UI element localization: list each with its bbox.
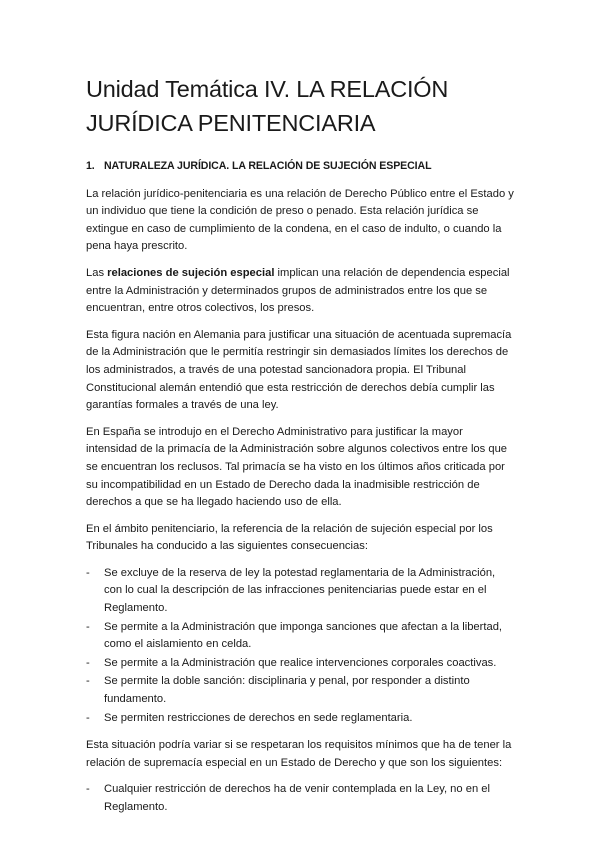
- requirements-list: [86, 781, 516, 816]
- paragraph-definition: La relación jurídico-penitenciaria es una relación de Derecho Público entre el Estado y un individuo que tiene la condición de preso o penado. Esta relación jurídica se extingue en caso de cumplimiento de la condena, en el caso de indulto, o cuando la pena haya prescrito.: [86, 187, 514, 253]
- list-item: - Se excluye de la reserva de ley la potestad reglamentaria de la Administración, con lo cual la descripción de las infracciones penitenciarias puede estar en el Reglamento.: [86, 565, 516, 618]
- title-line-2: JURÍDICA PENITENCIARIA: [86, 110, 376, 136]
- paragraph-spain: En España se introdujo en el Derecho Administrativo para justificar la mayor intensidad de la primacía de la Administración sobre algunos colectivos entre los que se encuentran los reclusos. Tal primacía se ha visto en los últimos años criticada por su incompatibilidad en un Estado de Derecho dada la inadmisible restricción de derechos a que se ha llegado haciendo uso de ella.: [86, 425, 508, 509]
- section-title: NATURALEZA JURÍDICA. LA RELACIÓN DE SUJECIÓN ESPECIAL: [104, 160, 432, 172]
- paragraph-penitentiary-scope: En el ámbito penitenciario, la referencia de la relación de sujeción especial por los Tribunales ha conducido a las siguientes consecuencias:: [86, 522, 493, 553]
- section-heading: [86, 158, 516, 176]
- document-title: [86, 72, 526, 140]
- p2-bold-term: relaciones de sujeción especial: [107, 266, 275, 279]
- list-item: - Se permiten restricciones de derechos en sede reglamentaria.: [86, 710, 516, 728]
- paragraph-germany-origin: Esta figura nación en Alemania para justificar una situación de acentuada supremacía de la Administración que le permitía restringir sin demasiados límites los derechos de los administrados, a través de una potestad sancionadora propia. El Tribunal Constitucional alemán entendió que esta restricción de derechos debía cumplir las garantías formales a través de una ley.: [86, 328, 512, 412]
- document-body: [86, 158, 516, 827]
- title-line-1: Unidad Temática IV. LA RELACIÓN: [86, 76, 449, 102]
- paragraph-special-subjection: [86, 265, 516, 318]
- list-item: - Se permite a la Administración que realice intervenciones corporales coactivas.: [86, 655, 516, 673]
- p2-rest: implican una relación de dependencia especial entre la Administración y determinados grupos de administrados entre los que se encuentran, entre otros colectivos, los presos.: [86, 266, 510, 315]
- list-item: - Se permite a la Administración que imponga sanciones que afectan a la libertad, como el aislamiento en celda.: [86, 619, 516, 654]
- list-item: - Cualquier restricción de derechos ha de venir contemplada en la Ley, no en el Reglamento.: [86, 781, 516, 816]
- consequences-list: [86, 565, 516, 727]
- p2-lead: Las: [86, 266, 108, 279]
- list-item: - Se permite la doble sanción: disciplinaria y penal, por responder a distinto fundamento.: [86, 673, 516, 708]
- paragraph-requirements-intro: Esta situación podría variar si se respetaran los requisitos mínimos que ha de tener la relación de supremacía especial en un Estado de Derecho y que son los siguientes:: [86, 739, 512, 769]
- section-number: 1.: [86, 160, 95, 172]
